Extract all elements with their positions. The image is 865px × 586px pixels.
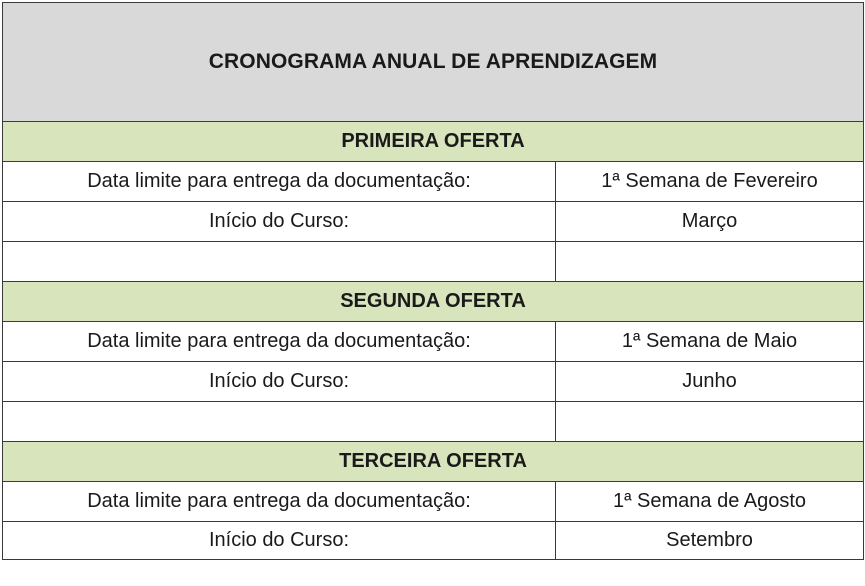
blank-cell — [556, 402, 864, 442]
deadline-value: 1ª Semana de Fevereiro — [556, 162, 864, 202]
blank-row — [3, 242, 864, 282]
start-label: Início do Curso: — [3, 522, 556, 560]
table-title: CRONOGRAMA ANUAL DE APRENDIZAGEM — [3, 3, 864, 122]
section-row-terceira — [3, 442, 864, 482]
deadline-value: 1ª Semana de Agosto — [556, 482, 864, 522]
blank-cell — [3, 402, 556, 442]
table-row — [3, 322, 864, 362]
table-row — [3, 482, 864, 522]
table-row — [3, 202, 864, 242]
start-value: Março — [556, 202, 864, 242]
section-row-segunda — [3, 282, 864, 322]
start-value: Setembro — [556, 522, 864, 560]
start-label: Início do Curso: — [3, 202, 556, 242]
blank-cell — [556, 242, 864, 282]
table-row — [3, 162, 864, 202]
title-row — [3, 3, 864, 122]
section-heading: PRIMEIRA OFERTA — [3, 122, 864, 162]
blank-cell — [3, 242, 556, 282]
section-heading: TERCEIRA OFERTA — [3, 442, 864, 482]
start-label: Início do Curso: — [3, 362, 556, 402]
section-heading: SEGUNDA OFERTA — [3, 282, 864, 322]
table-row — [3, 522, 864, 560]
table-row — [3, 362, 864, 402]
schedule-table — [2, 2, 864, 560]
deadline-label: Data limite para entrega da documentação: — [3, 482, 556, 522]
deadline-label: Data limite para entrega da documentação: — [3, 322, 556, 362]
start-value: Junho — [556, 362, 864, 402]
blank-row — [3, 402, 864, 442]
deadline-value: 1ª Semana de Maio — [556, 322, 864, 362]
deadline-label: Data limite para entrega da documentação: — [3, 162, 556, 202]
section-row-primeira — [3, 122, 864, 162]
